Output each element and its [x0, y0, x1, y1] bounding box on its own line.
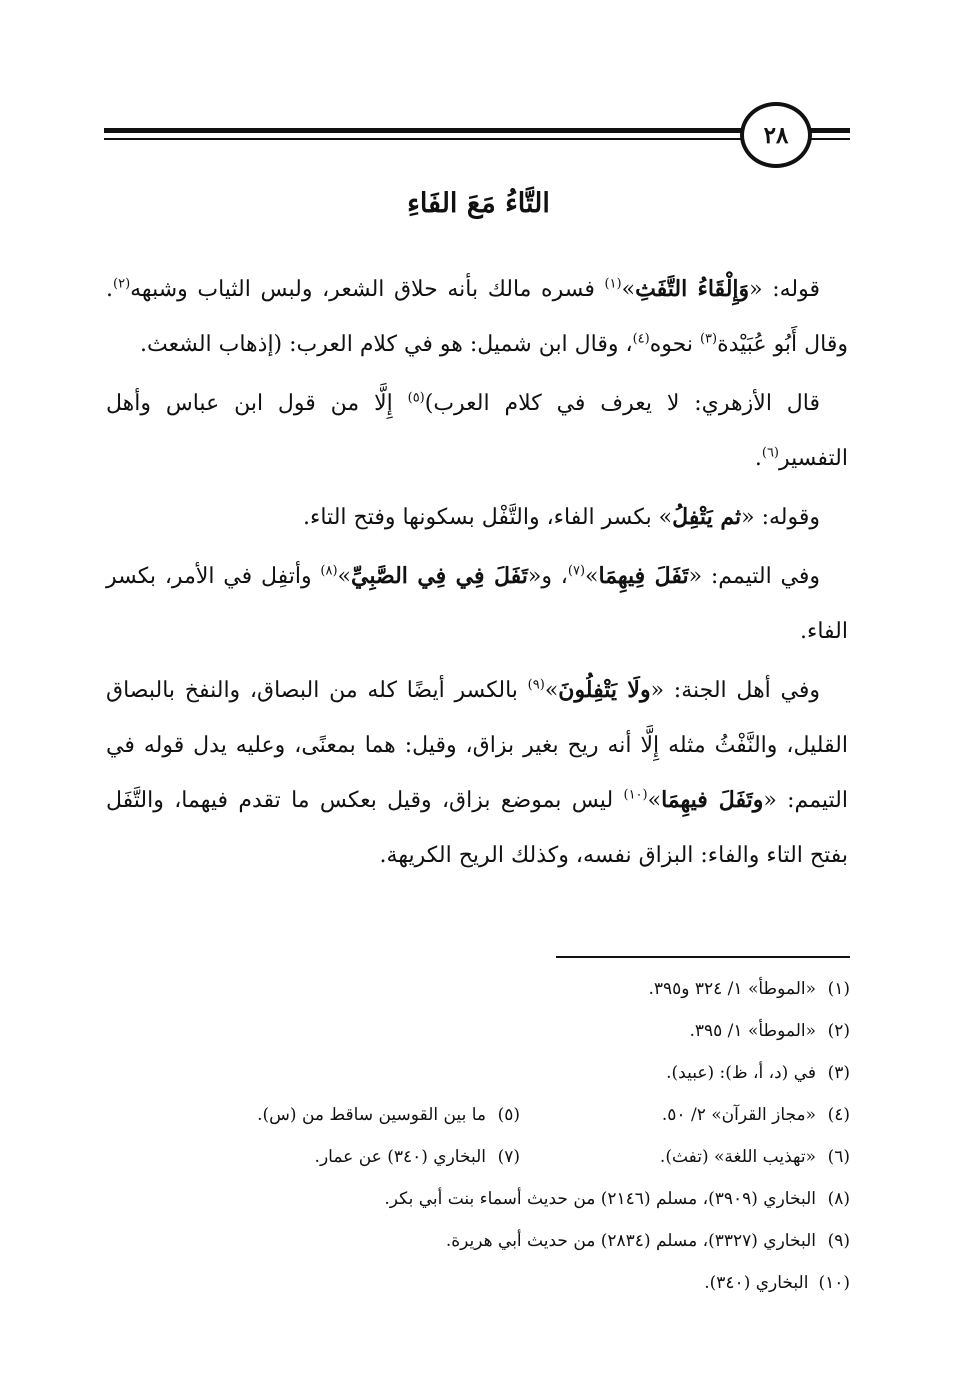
footnote-text: ما بين القوسين ساقط من (س).: [257, 1105, 486, 1125]
page-number-text: ٢٨: [763, 121, 789, 149]
quoted-phrase: وَإِلْقَاءُ التَّفَثِ: [635, 276, 750, 302]
footnote-ref: (١): [604, 276, 622, 292]
footnote-number: (٩): [827, 1231, 850, 1251]
footnote-row: [160, 1178, 850, 1220]
quoted-phrase: ولَا يَتْفِلُونَ: [558, 677, 651, 703]
footnote-2: [689, 1010, 850, 1052]
main-text: [106, 262, 848, 887]
page-header: [0, 100, 957, 170]
footnote-text: البخاري (٣٩٠٩)، مسلم (٢١٤٦) من حديث أسماء بنت أبي بكر.: [384, 1189, 816, 1209]
footnote-number: (٣): [827, 1063, 850, 1083]
page-title: التَّاءُ مَعَ الفَاءِ: [407, 188, 550, 219]
paragraph-1: [106, 262, 848, 372]
footnote-8: [384, 1178, 850, 1220]
text: فسره مالك بأنه حلاق الشعر، ولبس الثياب وشبهه: [130, 277, 605, 302]
footnote-text: البخاري (٣٤٠).: [704, 1273, 809, 1293]
text: إِلَّا من قول ابن عباس وأهل التفسير: [106, 391, 848, 471]
footnote-number: (١٠): [818, 1273, 850, 1293]
quoted-phrase: تَفَلَ فِي فِي الصَّبِيِّ: [351, 563, 528, 589]
footnote-ref: (٢): [113, 276, 131, 292]
footnote-ref: (٥): [407, 390, 425, 406]
footnote-separator: [556, 956, 850, 958]
text: قوله: «: [749, 277, 820, 302]
footnote-row: [160, 1094, 850, 1136]
footnote-ref: (٨): [320, 563, 338, 579]
footnote-4: [520, 1094, 850, 1136]
footnote-5: [257, 1094, 520, 1136]
text: ليس بموضع بزاق، وقيل بعكس ما تقدم فيهما، والتَّفَل بفتح التاء والفاء: البزاق نفسه، وكذلك الريح الكريهة.: [106, 788, 848, 868]
footnote-ref: (٩): [527, 677, 545, 693]
text: . وقال أَبُو عُبَيْدة: [106, 277, 848, 357]
footnote-row: [160, 1136, 850, 1178]
footnote-text: في (د، أ، ظ): (عبيد).: [666, 1063, 816, 1083]
text: وقوله: «: [741, 505, 820, 530]
footnote-number: (٨): [827, 1189, 850, 1209]
paragraph-2: [106, 376, 848, 486]
footnote-number: (١): [827, 979, 850, 999]
page-number: [740, 102, 812, 168]
paragraph-4: [106, 549, 848, 659]
footnote-text: البخاري (٣٤٠) عن عمار.: [314, 1147, 486, 1167]
quoted-phrase: ثم يَتْفِلُ: [672, 504, 742, 530]
footnote-7: [315, 1136, 520, 1178]
footnote-ref: (٣): [699, 331, 718, 347]
footnote-9: [446, 1220, 850, 1262]
text: بالكسر أيضًا كله من البصاق، والنفخ بالبصاق القليل، والنَّفْثُ مثله إِلَّا أنه ريح بغير بزاق، وقيل: هما بمعنًى، وعليه يدل قوله في التيمم: «: [106, 678, 849, 813]
footnote-number: (٤): [827, 1105, 850, 1125]
footnote-ref: (١٠): [623, 787, 648, 803]
footnote-row: [160, 1052, 850, 1094]
text: نحوه: [649, 332, 700, 357]
footnotes: [160, 968, 850, 1304]
paragraph-3: [106, 490, 848, 545]
text: وأتفِل في الأمر، بكسر الفاء.: [106, 564, 848, 644]
header-rule-right-thick: [810, 128, 850, 133]
footnote-row: [160, 968, 850, 1010]
footnote-3: [666, 1052, 850, 1094]
footnote-text: «الموطأ» ١/ ٣٢٤ و٣٩٥.: [648, 979, 816, 999]
footnote-text: «تهذيب اللغة» (تفث).: [659, 1147, 816, 1167]
footnote-1: [648, 968, 850, 1010]
footnote-text: «الموطأ» ١/ ٣٩٥.: [689, 1021, 816, 1041]
text: وفي التيمم: «: [688, 564, 820, 589]
text: .: [754, 446, 762, 471]
text: »: [544, 678, 559, 703]
header-rule-right-thin: [810, 138, 850, 140]
footnote-ref: (٦): [761, 445, 779, 461]
text: ، وقال ابن شميل: هو في كلام العرب: (إذهاب الشعث.: [139, 332, 633, 357]
text: »: [585, 564, 599, 589]
footnote-row: [160, 1010, 850, 1052]
text: وفي أهل الجنة: «: [650, 678, 821, 703]
text: »: [621, 277, 636, 302]
footnote-row: [160, 1262, 850, 1304]
footnote-number: (٧): [497, 1147, 520, 1167]
text: »: [337, 564, 352, 589]
header-rule-left-thick: [104, 128, 744, 133]
footnote-number: (٥): [497, 1105, 520, 1125]
footnote-text: «مجاز القرآن» ٢/ ٥٠.: [661, 1105, 816, 1125]
header-rule-left-thin: [104, 138, 744, 140]
footnote-row: [160, 1220, 850, 1262]
footnote-6: [520, 1136, 850, 1178]
footnote-10: [704, 1262, 850, 1304]
quoted-phrase: وتَفَلَ فيهِمَا: [661, 787, 764, 813]
footnote-text: البخاري (٣٣٢٧)، مسلم (٢٨٣٤) من حديث أبي هريرة.: [445, 1231, 816, 1251]
text: ، و«: [527, 564, 568, 589]
text: »: [647, 788, 662, 813]
footnote-ref: (٧): [567, 563, 586, 579]
paragraph-5: [106, 663, 848, 883]
footnote-number: (٢): [827, 1021, 850, 1041]
quoted-phrase: تَفَلَ فِيهِمَا: [598, 563, 689, 589]
footnote-number: (٦): [827, 1147, 850, 1167]
text: قال الأزهري: لا يعرف في كلام العرب): [424, 391, 821, 416]
footnote-ref: (٤): [632, 331, 650, 347]
text: » بكسر الفاء، والتَّفْل بسكونها وفتح التاء.: [303, 505, 673, 530]
